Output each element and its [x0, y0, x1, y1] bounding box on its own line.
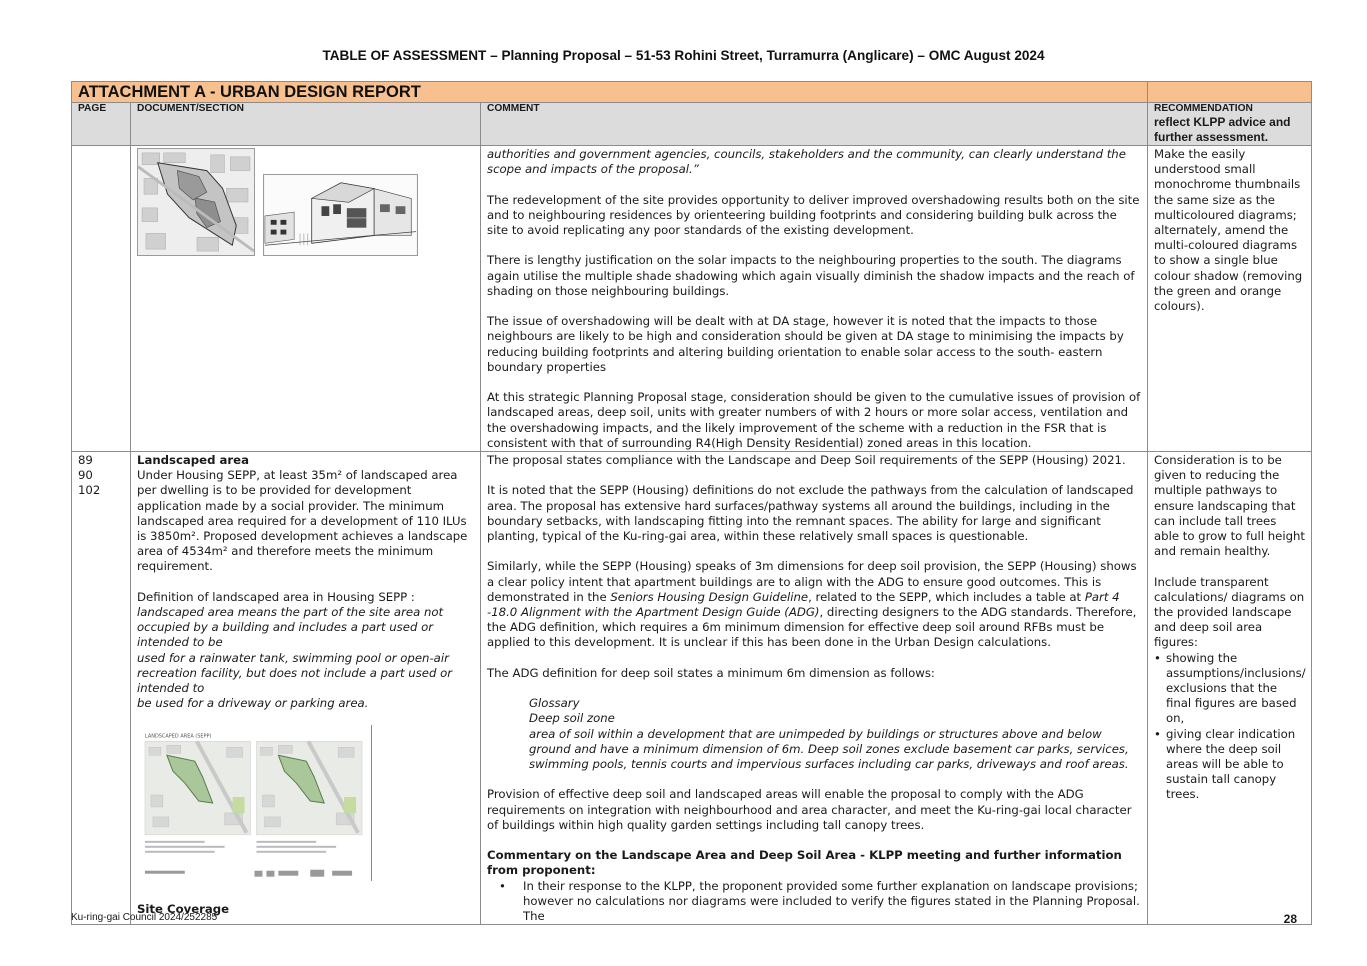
adg-table-reference: Part 4 -18.0 Alignment with the Apartment Design Guide (ADG) [487, 589, 1120, 619]
comment-paragraph: The redevelopment of the site provides opportunity to deliver improved overshadowing results both on the site and to neighbouring residences by orienteering building footprints and considering building bulk across the site to avoid replicating any poor standards of the existing development. [487, 192, 1140, 237]
landscaped-area-diagram [137, 725, 372, 881]
recommendation-label: RECOMMENDATION [1154, 103, 1253, 114]
definition-line: used for a rainwater tank, swimming pool or open-air recreation facility, but does not include a part used or intended to [137, 650, 453, 696]
footer-reference: Ku-ring-gai Council 2024/252285 [71, 912, 218, 923]
section-heading: Landscaped area [137, 453, 249, 467]
attachment-title: ATTACHMENT A - URBAN DESIGN REPORT [78, 83, 421, 101]
recommendation-cell [1148, 146, 1312, 452]
recommendation-text: Make the easily understood small monochrome thumbnails the same size as the multicoloured diagrams; alternately, amend the multi-coloured diagrams to show a single blue colour shadow (removing the green and orange colours). [1154, 147, 1303, 314]
comment-paragraph: The issue of overshadowing will be dealt with at DA stage, however it is noted that the impacts to those neighbours are likely to be high and consideration should be given at DA stage to minimising the impacts by reducing building footprints and altering building orientation to enable solar access to the south- eastern boundary properties [487, 314, 1124, 374]
comment-cell [481, 146, 1148, 452]
comment-paragraph: Similarly, while the SEPP (Housing) speaks of 3m dimensions for deep soil provision, the SEPP (Housing) shows a clear policy intent that apartment buildings are to align with the ADG to ensure good outcomes. This is demonstrated in the Seniors Housing Design Guideline, related to the SEPP, which includes a table at Part 4 -18.0 Alignment with the Apartment Design Guide (ADG), directing designers to the ADG standards. Therefore, the ADG definition, which requires a 6m minimum dimension for effective deep soil around RFBs must be applied to this development. It is unclear if this has been done in the Urban Design calculations. [487, 559, 1137, 650]
page-number-footer: 28 [1283, 912, 1297, 926]
page-number: 102 [78, 483, 101, 498]
document-title: TABLE OF ASSESSMENT – Planning Proposal – 51-53 Rohini Street, Turramurra (Anglicare) – OMC August 2024 [322, 48, 1045, 63]
page-cell [72, 452, 131, 925]
attachment-row [72, 82, 1312, 103]
comment-paragraph: Provision of effective deep soil and landscaped areas will enable the proposal to comply with the ADG requirements on integration with neighbourhood and area character, and meet the Ku-ring-gai local character of buildings within high quality garden settings including tall canopy trees. [487, 787, 1132, 832]
commentary-heading: Commentary on the Landscape Area and Deep Soil Area - KLPP meeting and further information from proponent: [487, 848, 1122, 878]
comment-paragraph: There is lengthy justification on the solar impacts to the neighbouring properties to the south. The diagrams again utilise the multiple shade shadowing which again visually diminish the shadow impacts and the reach of shading on those neighbouring buildings. [487, 253, 1135, 298]
shadow-thumbnails [137, 148, 474, 256]
column-header-row [72, 103, 1312, 146]
table-row [72, 146, 1312, 452]
diagram-caption: LANDSCAPED AREA (SEPP) [144, 733, 212, 740]
comment-paragraph: The proposal states compliance with the Landscape and Deep Soil requirements of the SEPP (Housing) 2021. [487, 453, 1126, 467]
recommendation-list [1154, 651, 1305, 803]
document-paragraph: Under Housing SEPP, at least 35m² of landscaped area per dwelling is to be provided for development application made by a social provider. The minimum landscaped area required for a development of 110 ILUs is 3850m². Proposed development achieves a landscape area of 4534m² and therefore meets the minimum requirement. [137, 468, 468, 574]
adg-glossary-quote [487, 696, 1141, 772]
recommendation-cell [1148, 452, 1312, 925]
page-number: 90 [78, 468, 93, 483]
list-item: • giving clear indication where the deep soil areas will be able to sustain tall canopy trees. [1154, 727, 1305, 803]
column-header-document: DOCUMENT/SECTION [131, 103, 481, 146]
deep-soil-zone-label: Deep soil zone [529, 711, 615, 726]
comment-paragraph: The ADG definition for deep soil states a minimum 6m dimension as follows: [487, 665, 935, 680]
site-plan-thumbnail [137, 148, 255, 256]
document-cell [131, 146, 481, 452]
assessment-table [71, 81, 1312, 925]
comment-paragraph: At this strategic Planning Proposal stage, consideration should be given to the cumulative issues of provision of landscaped areas, deep soil, units with greater numbers of with 2 hours or more solar access, ventilation and the overshadowing impacts, and the likely improvement of the scheme with a reduction in the FSR that is consistent with that of surrounding R4(High Density Residential) zoned areas in this location. [487, 390, 1141, 450]
column-header-comment: COMMENT [481, 103, 1148, 146]
definition-line: be used for a driveway or parking area. [137, 696, 369, 711]
commentary-list [487, 879, 1141, 925]
table-row [72, 452, 1312, 925]
list-item: • showing the assumptions/inclusions/ exclusions that the final figures are based on, [1154, 651, 1305, 727]
recommendation-text: Consideration is to be given to reducing the multiple pathways to ensure landscaping that can include tall trees able to grow to full height and remain healthy. [1154, 453, 1306, 559]
list-item: • In their response to the KLPP, the proponent provided some further explanation on landscape provisions; however no calculations nor diagrams were included to verify the figures stated in the Planning Proposal. The [487, 879, 1141, 925]
definition-intro: Definition of landscaped area in Housing SEPP : [137, 589, 415, 604]
comment-paragraph: It is noted that the SEPP (Housing) definitions do not exclude the pathways from the calculation of landscaped area. The proposal has extensive hard surfaces/pathway systems all around the buildings, including in the boundary setbacks, with landscaping fitting into the remnant spaces. The ability for large and significant planting, typical of the Ku-ring-gai area, within these relatively small spaces is questionable. [487, 483, 1134, 543]
column-header-recommendation [1148, 103, 1312, 146]
deep-soil-definition: area of soil within a development that are unimpeded by buildings or structures above and below ground and have a minimum dimension of 6m. Deep soil zones exclude basement car parks, services, swimming pools, tennis courts and impervious surfaces including car parks, driveways and roof areas. [529, 726, 1129, 771]
glossary-label: Glossary [529, 696, 580, 711]
elevation-thumbnail [263, 174, 418, 256]
recommendation-sublabel: reflect KLPP advice and further assessment. [1154, 115, 1291, 144]
site-coverage-heading: Site Coverage [137, 901, 230, 916]
page-cell [72, 146, 131, 452]
comment-cell [481, 452, 1148, 925]
document-cell [131, 452, 481, 925]
recommendation-text: Include transparent calculations/ diagrams on the provided landscape and deep soil area figures: [1154, 574, 1305, 650]
page-number: 89 [78, 453, 93, 467]
column-header-page: PAGE [72, 103, 131, 146]
comment-paragraph: authorities and government agencies, councils, stakeholders and the community, can clearly understand the scope and impacts of the proposal.” [487, 147, 1126, 177]
guideline-title: Seniors Housing Design Guideline [610, 589, 809, 604]
definition-line: landscaped area means the part of the site area not occupied by a building and includes a part used or intended to be [137, 605, 444, 650]
